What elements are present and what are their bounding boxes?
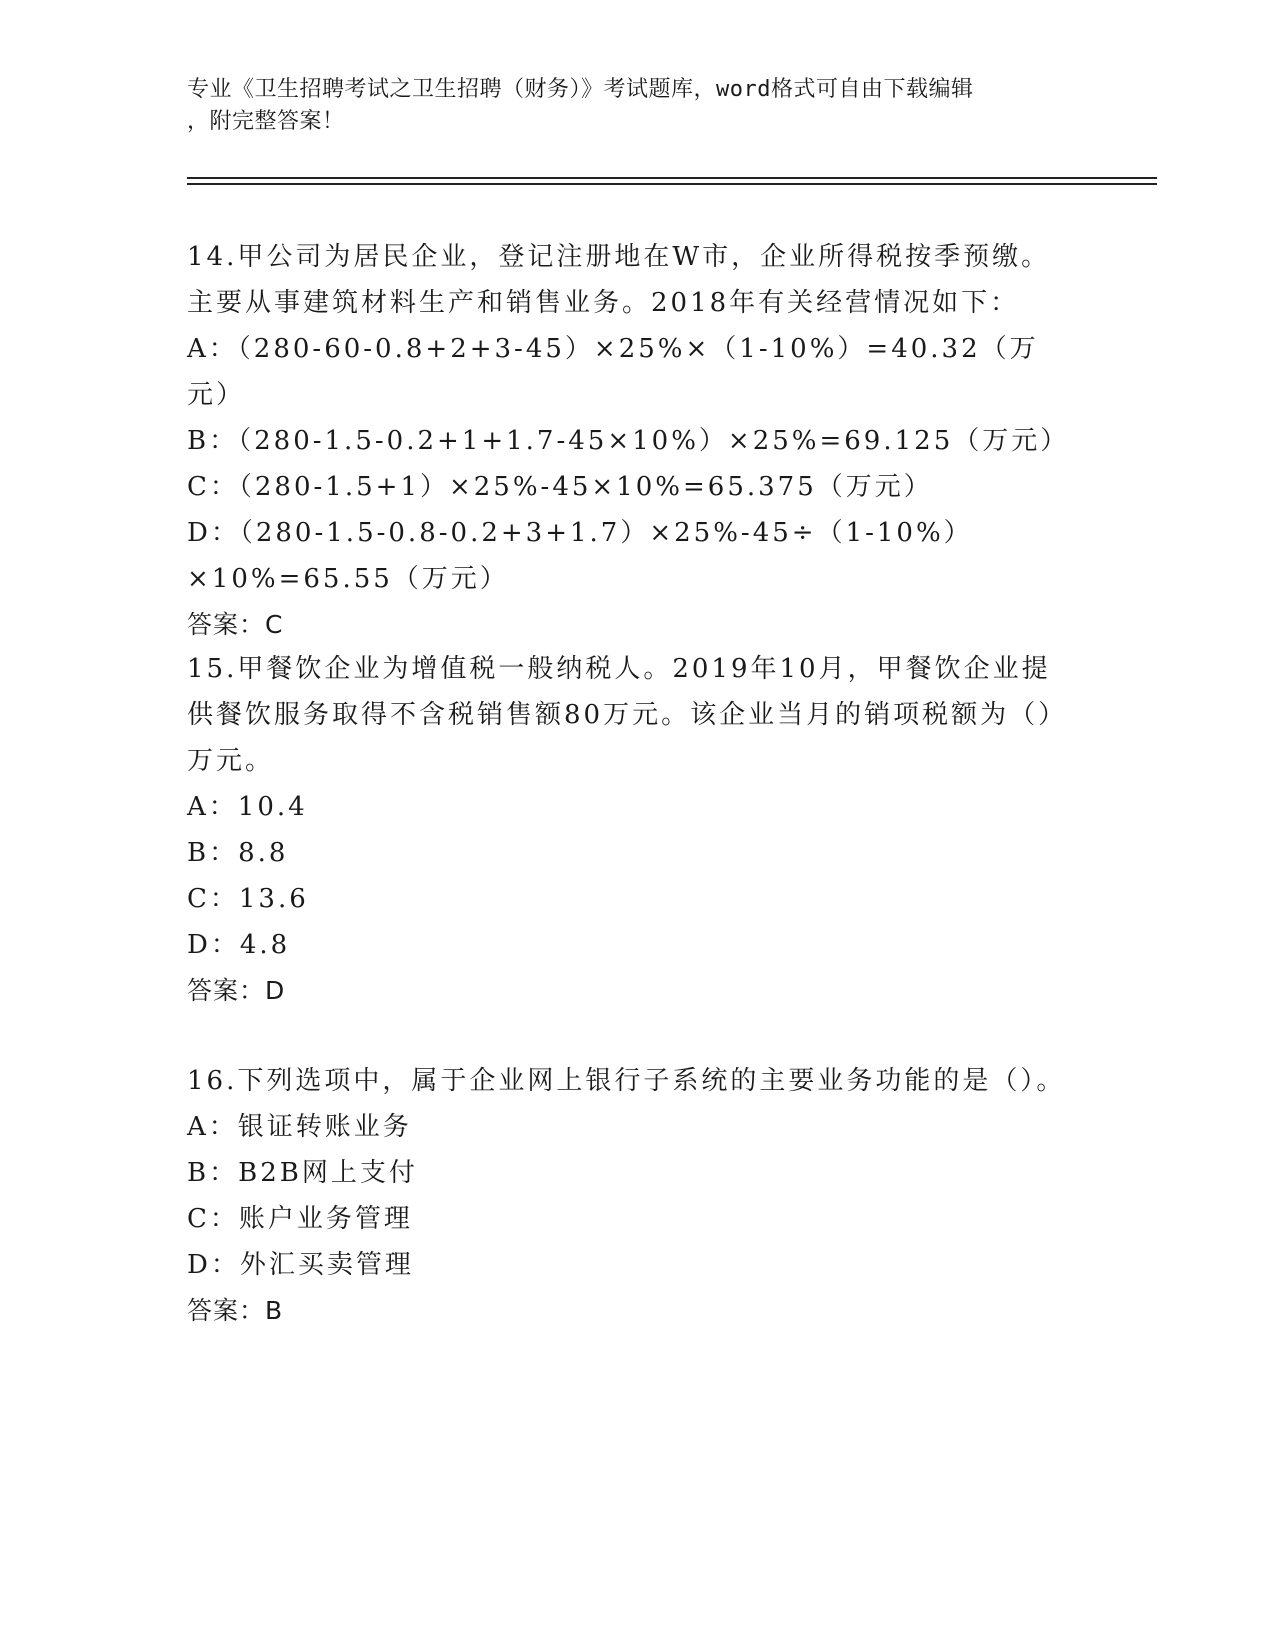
document-header: [187, 74, 1067, 138]
option-a: A：（280-60-0.8+2+3-45）×25%×（1-10%）=40.32（万元）: [187, 334, 1039, 410]
option-d: D：4.8: [187, 930, 291, 960]
header-line-1: 专业《卫生招聘考试之卫生招聘（财务）》考试题库，word格式可自由下载编辑: [187, 77, 974, 102]
option-b: B：8.8: [187, 838, 289, 868]
option-c: C：（280-1.5+1）×25%-45×10%=65.375（万元）: [187, 472, 933, 502]
option-d: D：（280-1.5-0.8-0.2+3+1.7）×25%-45÷（1-10%）×10%=65.55（万元）: [187, 518, 973, 594]
option-c: C：13.6: [187, 884, 309, 914]
option-c: C：账户业务管理: [187, 1204, 413, 1234]
answer: 答案：D: [187, 976, 286, 1005]
question-14: [187, 234, 1070, 648]
option-a: A：10.4: [187, 792, 308, 822]
answer: 答案：C: [187, 610, 284, 639]
question-stem: 15.甲餐饮企业为增值税一般纳税人。2019年10月，甲餐饮企业提供餐饮服务取得不含税销售额80万元。该企业当月的销项税额为（）万元。: [187, 654, 1055, 776]
question-16: [187, 1058, 1067, 1334]
header-divider-bottom: [187, 183, 1157, 185]
option-b: B：（280-1.5-0.2+1+1.7-45×10%）×25%=69.125（万元）: [187, 426, 1070, 456]
question-stem: 16.下列选项中，属于企业网上银行子系统的主要业务功能的是（）。: [187, 1066, 1066, 1096]
question-15: [187, 646, 1067, 1014]
answer: 答案：B: [187, 1296, 284, 1325]
header-line-2: ，附完整答案！: [187, 109, 345, 134]
header-divider-top: [187, 177, 1157, 179]
option-a: A：银证转账业务: [187, 1112, 412, 1142]
question-stem: 14.甲公司为居民企业，登记注册地在W市，企业所得税按季预缴。主要从事建筑材料生产和销售业务。2018年有关经营情况如下：: [187, 242, 1051, 318]
option-b: B：B2B网上支付: [187, 1158, 418, 1188]
option-d: D：外汇买卖管理: [187, 1250, 414, 1280]
